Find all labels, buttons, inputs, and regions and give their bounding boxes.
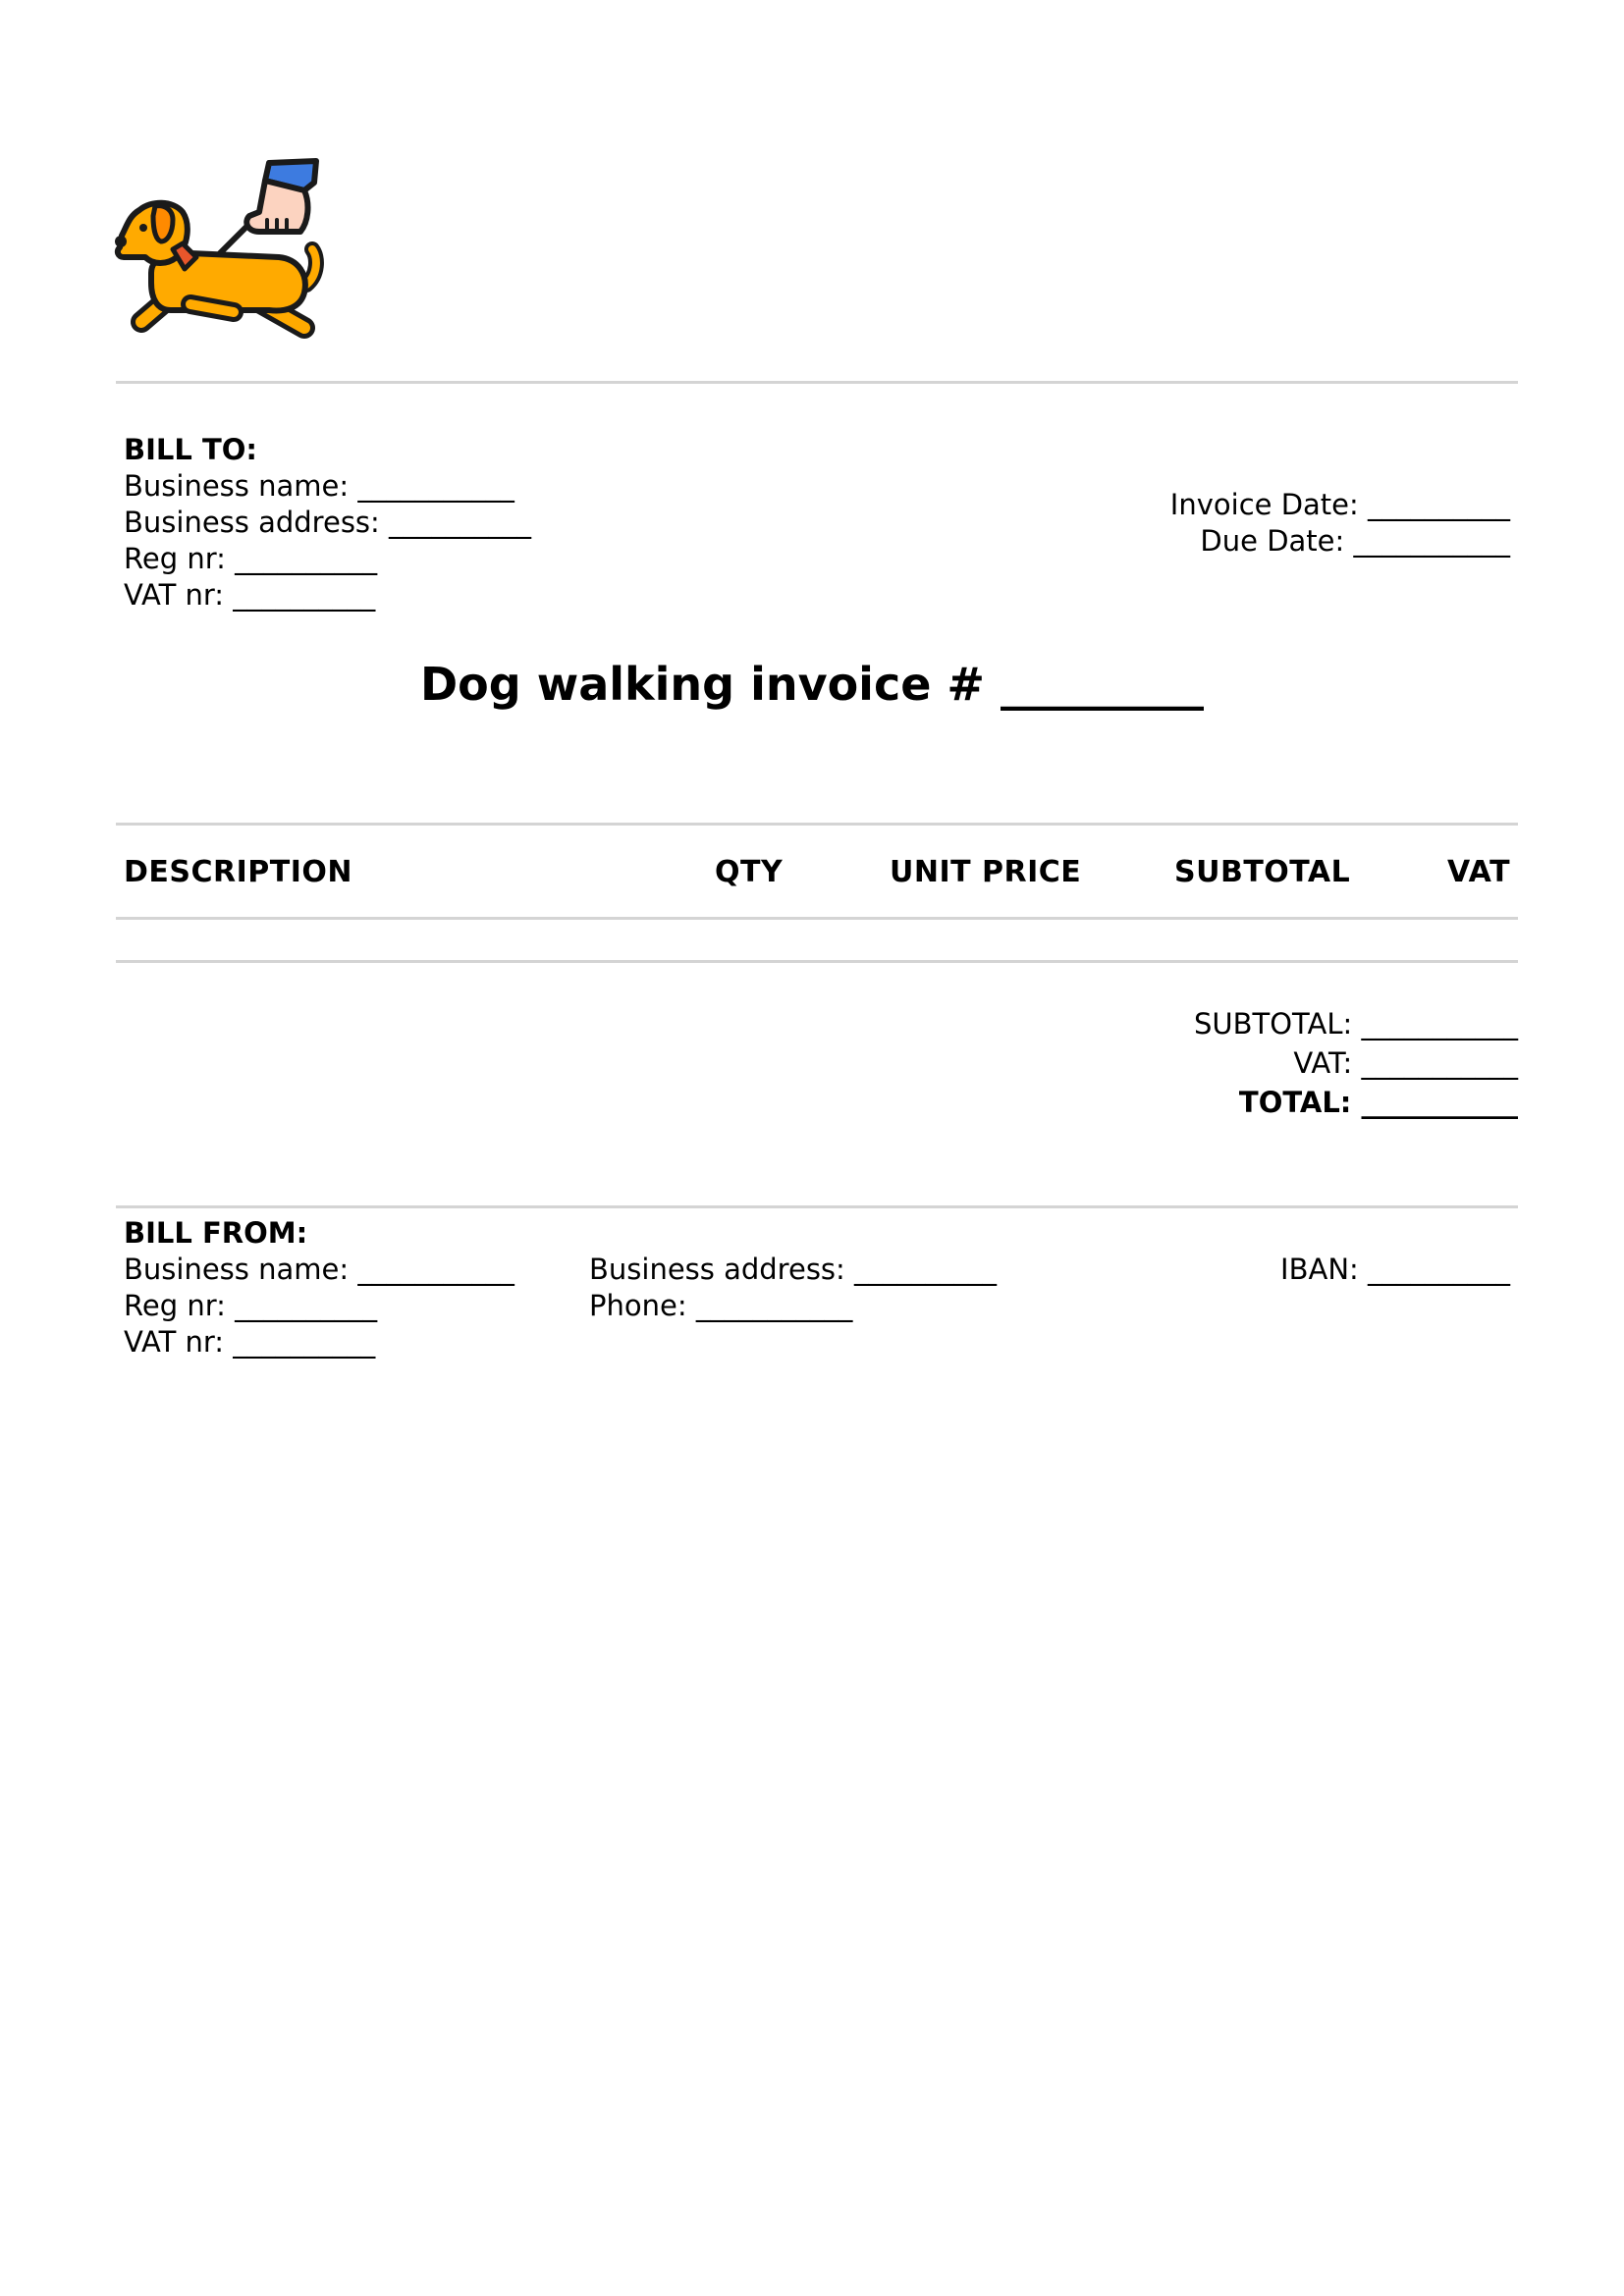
totals-vat: VAT: ___________ xyxy=(1293,1046,1518,1080)
bill-from-iban: IBAN: __________ xyxy=(1280,1253,1510,1286)
totals-total: TOTAL: ___________ xyxy=(1238,1086,1518,1119)
totals-subtotal: SUBTOTAL: ___________ xyxy=(1193,1007,1518,1041)
column-qty: QTY xyxy=(715,855,784,889)
dog-walking-icon xyxy=(112,155,328,351)
bill-to-heading: BILL TO: xyxy=(124,433,257,466)
invoice-title: Dog walking invoice # _________ xyxy=(420,658,1204,711)
column-vat: VAT xyxy=(1447,855,1511,889)
bill-to-business-address: Business address: __________ xyxy=(124,506,532,539)
table-header-divider xyxy=(116,917,1518,920)
table-top-divider xyxy=(116,823,1518,826)
table-bottom-divider xyxy=(116,960,1518,963)
dog-walking-logo xyxy=(112,155,328,351)
bill-from-phone: Phone: ___________ xyxy=(589,1289,853,1322)
due-date: Due Date: ___________ xyxy=(1200,524,1510,558)
column-subtotal: SUBTOTAL xyxy=(1174,855,1351,889)
bill-from-business-name: Business name: ___________ xyxy=(124,1253,514,1286)
bill-from-heading: BILL FROM: xyxy=(124,1216,308,1250)
bill-to-reg-nr: Reg nr: __________ xyxy=(124,542,378,575)
bill-to-vat-nr: VAT nr: __________ xyxy=(124,578,376,612)
bill-from-divider xyxy=(116,1205,1518,1208)
header-divider xyxy=(116,381,1518,384)
bill-from-reg-nr: Reg nr: __________ xyxy=(124,1289,378,1322)
bill-from-vat-nr: VAT nr: __________ xyxy=(124,1325,376,1359)
bill-from-business-address: Business address: __________ xyxy=(589,1253,998,1286)
bill-to-business-name: Business name: ___________ xyxy=(124,469,514,503)
invoice-date: Invoice Date: __________ xyxy=(1169,488,1510,521)
column-description: DESCRIPTION xyxy=(124,855,353,889)
column-unit-price: UNIT PRICE xyxy=(890,855,1082,889)
